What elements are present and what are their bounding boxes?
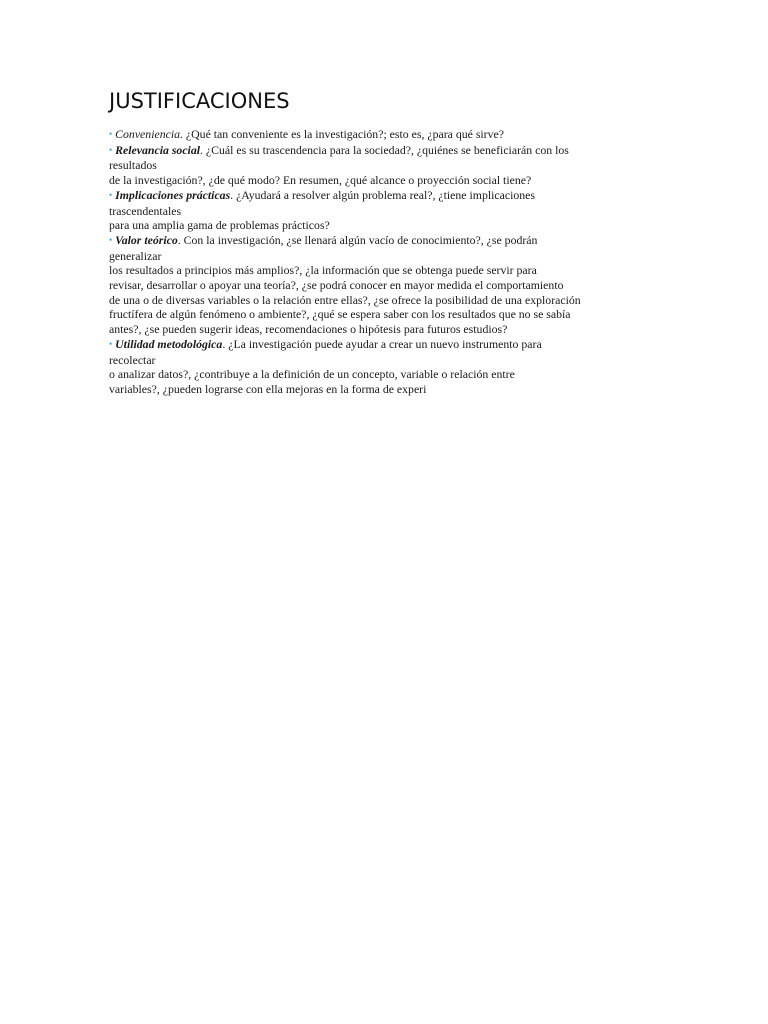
item-line: revisar, desarrollar o apoyar una teoría?, ¿se podrá conocer en mayor medida el comportamiento [109,278,564,293]
bullet-icon: • [109,338,113,349]
bullet-icon: • [109,234,113,245]
item-line: trascendentales [109,203,182,218]
item-line: de una o de diversas variables o la relación entre ellas?, ¿se ofrece la posibilidad de una exploración [109,292,581,307]
item-line: de la investigación?, ¿de qué modo? En resumen, ¿qué alcance o proyección social tiene? [109,173,532,188]
page-title: JUSTIFICACIONES [109,89,290,113]
item-text: . ¿Qué tan conveniente es la investigación?; esto es, ¿para qué sirve? [180,127,504,141]
item-line: variables?, ¿pueden lograrse con ella mejoras en la forma de experi [109,381,427,396]
item-term: Utilidad metodológica [115,336,223,351]
item-line: recolectar [109,352,156,367]
bullet-icon: • [109,144,113,155]
item-term: Implicaciones prácticas [115,187,231,202]
item-text: . ¿La investigación puede ayudar a crear un nuevo instrumento para [222,336,542,351]
justifications-list [109,127,669,397]
list-item-relevancia-social [109,143,669,188]
item-line: resultados [109,158,157,173]
item-line [109,143,669,159]
item-term: Valor teórico [115,232,178,247]
item-line [109,127,669,143]
item-line [109,188,669,204]
item-line [109,337,669,353]
item-term: Conveniencia [115,127,181,141]
list-item-utilidad-metodologica [109,337,669,397]
item-text: . ¿Ayudará a resolver algún problema real?, ¿tiene implicaciones [230,187,536,202]
item-text: . Con la investigación, ¿se llenará algún vacío de conocimiento?, ¿se podrán [177,232,538,247]
item-line: antes?, ¿se pueden sugerir ideas, recomendaciones o hipótesis para futuros estudios? [109,322,508,337]
item-line: o analizar datos?, ¿contribuye a la definición de un concepto, variable o relación entre [109,367,515,382]
item-line: para una amplia gama de problemas prácticos? [109,218,330,233]
bullet-icon: • [109,129,113,139]
list-item-valor-teorico [109,233,669,337]
item-term: Relevancia social [115,142,201,157]
list-item-implicaciones-practicas [109,188,669,233]
list-item-conveniencia [109,127,669,143]
item-line: los resultados a principios más amplios?, ¿la información que se obtenga puede servir para [109,263,537,278]
item-text: . ¿Cuál es su trascendencia para la sociedad?, ¿quiénes se beneficiarán con los [200,142,569,157]
item-line: generalizar [109,248,162,263]
item-line: fructífera de algún fenómeno o ambiente?, ¿qué se espera saber con los resultados que no se sabía [109,307,571,322]
bullet-icon: • [109,189,113,200]
item-line [109,233,669,249]
